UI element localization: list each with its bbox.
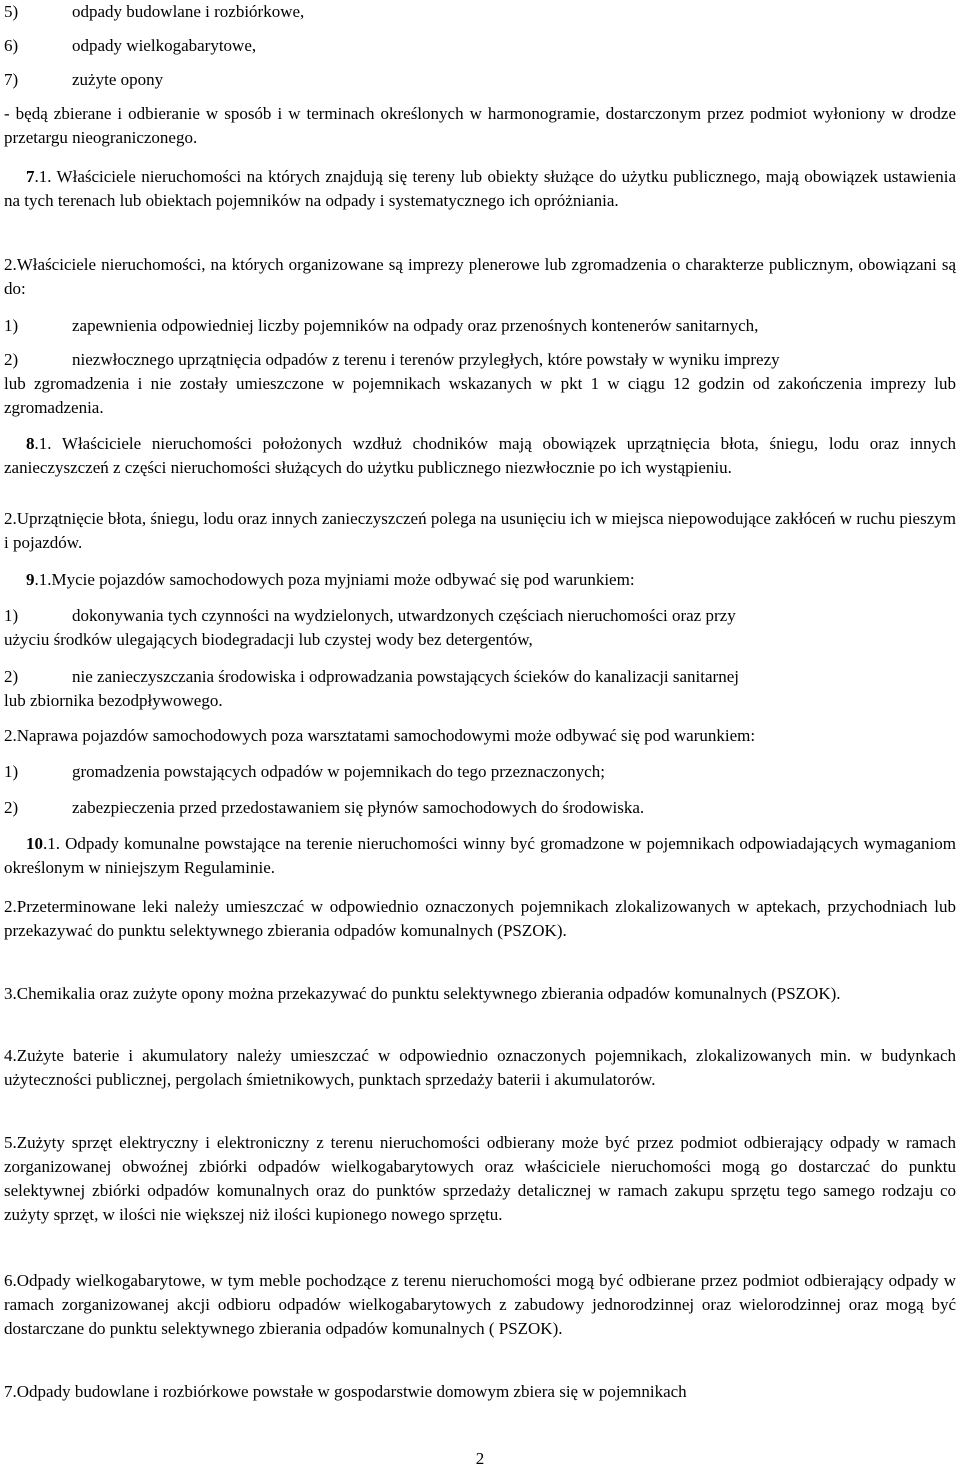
section-10-paragraph-3: 3.Chemikalia oraz zużyte opony można przekazywać do punktu selektywnego zbierania odpadów komunalnych (PSZOK). [4, 984, 841, 1003]
section-text: .1. Właściciele nieruchomości na których znajdują się tereny lub obiekty służące do użytku publicznego, mają obowiązek ustawienia na tych terenach lub obiektach pojemników na odpady i systematycznego ich opróżniania. [4, 167, 956, 210]
section-10-paragraph-4: 4.Zużyte baterie i akumulatory należy umieszczać w odpowiednio oznaczonych pojemnikach, zlokalizowanych min. w budynkach użyteczności publicznej, pergolach śmietnikowych, punktach sprzedaży baterii i akumulatorów. [4, 1046, 956, 1089]
list-number: 2) [4, 798, 19, 817]
list-item-continuation: lub zbiornika bezodpływowego. [4, 691, 223, 710]
list-item [4, 0, 956, 24]
list-text: odpady wielkogabarytowe, [72, 36, 257, 55]
list-text: zużyte opony [72, 70, 164, 89]
section-number: 8 [26, 434, 35, 453]
section-7-paragraph-1 [4, 165, 956, 213]
section-number: 9 [26, 570, 35, 589]
list-item [4, 760, 956, 784]
list-item-continuation: lub zgromadzenia i nie zostały umieszczone w pojemnikach wskazanych w pkt 1 w ciągu 12 godzin od zakończenia imprezy lub zgromadzenia. [4, 374, 956, 417]
section-10-paragraph-5: 5.Zużyty sprzęt elektryczny i elektroniczny z terenu nieruchomości odbierany może być przez podmiot odbierający odpady w ramach zorganizowanej obwoźnej zbiórki odpadów wielkogabarytowych oraz właściciele nieruchomości mogą go dostarczać do punktu selektywnej zbiórki odpadów komunalnych oraz do punktów sprzedaży detalicznej w ramach zakupu sprzętu tego samego rodzaju co zużyty sprzęt, w ilości nie większej niż ilości kupionego nowego sprzętu. [4, 1133, 956, 1224]
list-item [4, 604, 956, 628]
section-text: .1. Odpady komunalne powstające na terenie nieruchomości winny być gromadzone w pojemnikach odpowiadających wymaganiom określonym w niniejszym Regulaminie. [4, 834, 956, 877]
list-number: 5) [4, 2, 19, 21]
list-text: zapewnienia odpowiedniej liczby pojemników na odpady oraz przenośnych kontenerów sanitarnych, [72, 316, 759, 335]
section-8-paragraph-1 [4, 432, 956, 480]
section-8-paragraph-2: 2.Uprzątnięcie błota, śniegu, lodu oraz innych zanieczyszczeń polega na usunięciu ich w miejsca niepowodujące zakłóceń w ruchu pieszym i pojazdów. [4, 509, 956, 552]
list-number: 2) [4, 667, 19, 686]
section-number: 10 [26, 834, 43, 853]
list-item [4, 665, 956, 689]
section-10-paragraph-1 [4, 832, 956, 880]
list-number: 1) [4, 606, 19, 625]
list-number: 1) [4, 316, 19, 335]
section-7-paragraph-2: 2.Właściciele nieruchomości, na których organizowane są imprezy plenerowe lub zgromadzenia o charakterze publicznym, obowiązani są do: [4, 255, 956, 298]
list-item [4, 348, 956, 372]
list-text: dokonywania tych czynności na wydzielonych, utwardzonych częściach nieruchomości oraz przy [72, 606, 736, 625]
list-text: odpady budowlane i rozbiórkowe, [72, 2, 305, 21]
list-text: niezwłocznego uprzątnięcia odpadów z terenu i terenów przyległych, które powstały w wyniku imprezy [72, 350, 780, 369]
paragraph-collection: - będą zbierane i odbieranie w sposób i w terminach określonych w harmonogramie, dostarczonym przez podmiot wyłoniony w drodze przetargu nieograniczonego. [4, 104, 956, 147]
list-number: 2) [4, 350, 19, 369]
section-number: 7 [26, 167, 35, 186]
list-text: zabezpieczenia przed przedostawaniem się płynów samochodowych do środowiska. [72, 798, 645, 817]
section-10-paragraph-6: 6.Odpady wielkogabarytowe, w tym meble pochodzące z terenu nieruchomości mogą być odbierane przez podmiot odbierający odpady w ramach zorganizowanej akcji odbioru odpadów wielkogabarytowych z zabudowy jednorodzinnej oraz wielorodzinnej oraz mogą być dostarczane do punktu selektywnego zbierania odpadów komunalnych ( PSZOK). [4, 1271, 956, 1338]
list-item-continuation: użyciu środków ulegających biodegradacji lub czystej wody bez detergentów, [4, 630, 533, 649]
page-number: 2 [475, 1449, 485, 1468]
section-text: .1.Mycie pojazdów samochodowych poza myjniami może odbywać się pod warunkiem: [34, 570, 635, 589]
list-text: nie zanieczyszczania środowiska i odprowadzania powstających ścieków do kanalizacji sanitarnej [72, 667, 739, 686]
list-item [4, 796, 956, 820]
list-number: 7) [4, 70, 19, 89]
section-9-paragraph-1 [4, 568, 956, 592]
section-text: .1. Właściciele nieruchomości położonych wzdłuż chodników mają obowiązek uprzątnięcia błota, śniegu, lodu oraz innych zanieczyszczeń z części nieruchomości służących do użytku publicznego niezwłocznie po ich wystąpieniu. [4, 434, 956, 477]
section-9-paragraph-2: 2.Naprawa pojazdów samochodowych poza warsztatami samochodowymi może odbywać się pod warunkiem: [4, 726, 756, 745]
list-number: 6) [4, 36, 19, 55]
list-item [4, 314, 956, 338]
section-10-paragraph-7: 7.Odpady budowlane i rozbiórkowe powstałe w gospodarstwie domowym zbiera się w pojemnikach [4, 1382, 687, 1401]
list-text: gromadzenia powstających odpadów w pojemnikach do tego przeznaczonych; [72, 762, 605, 781]
list-item [4, 68, 956, 92]
section-10-paragraph-2: 2.Przeterminowane leki należy umieszczać w odpowiednio oznaczonych pojemnikach zlokalizowanych w aptekach, przychodniach lub przekazywać do punktu selektywnego zbierania odpadów komunalnych (PSZOK). [4, 897, 956, 940]
list-item [4, 34, 956, 58]
list-number: 1) [4, 762, 19, 781]
